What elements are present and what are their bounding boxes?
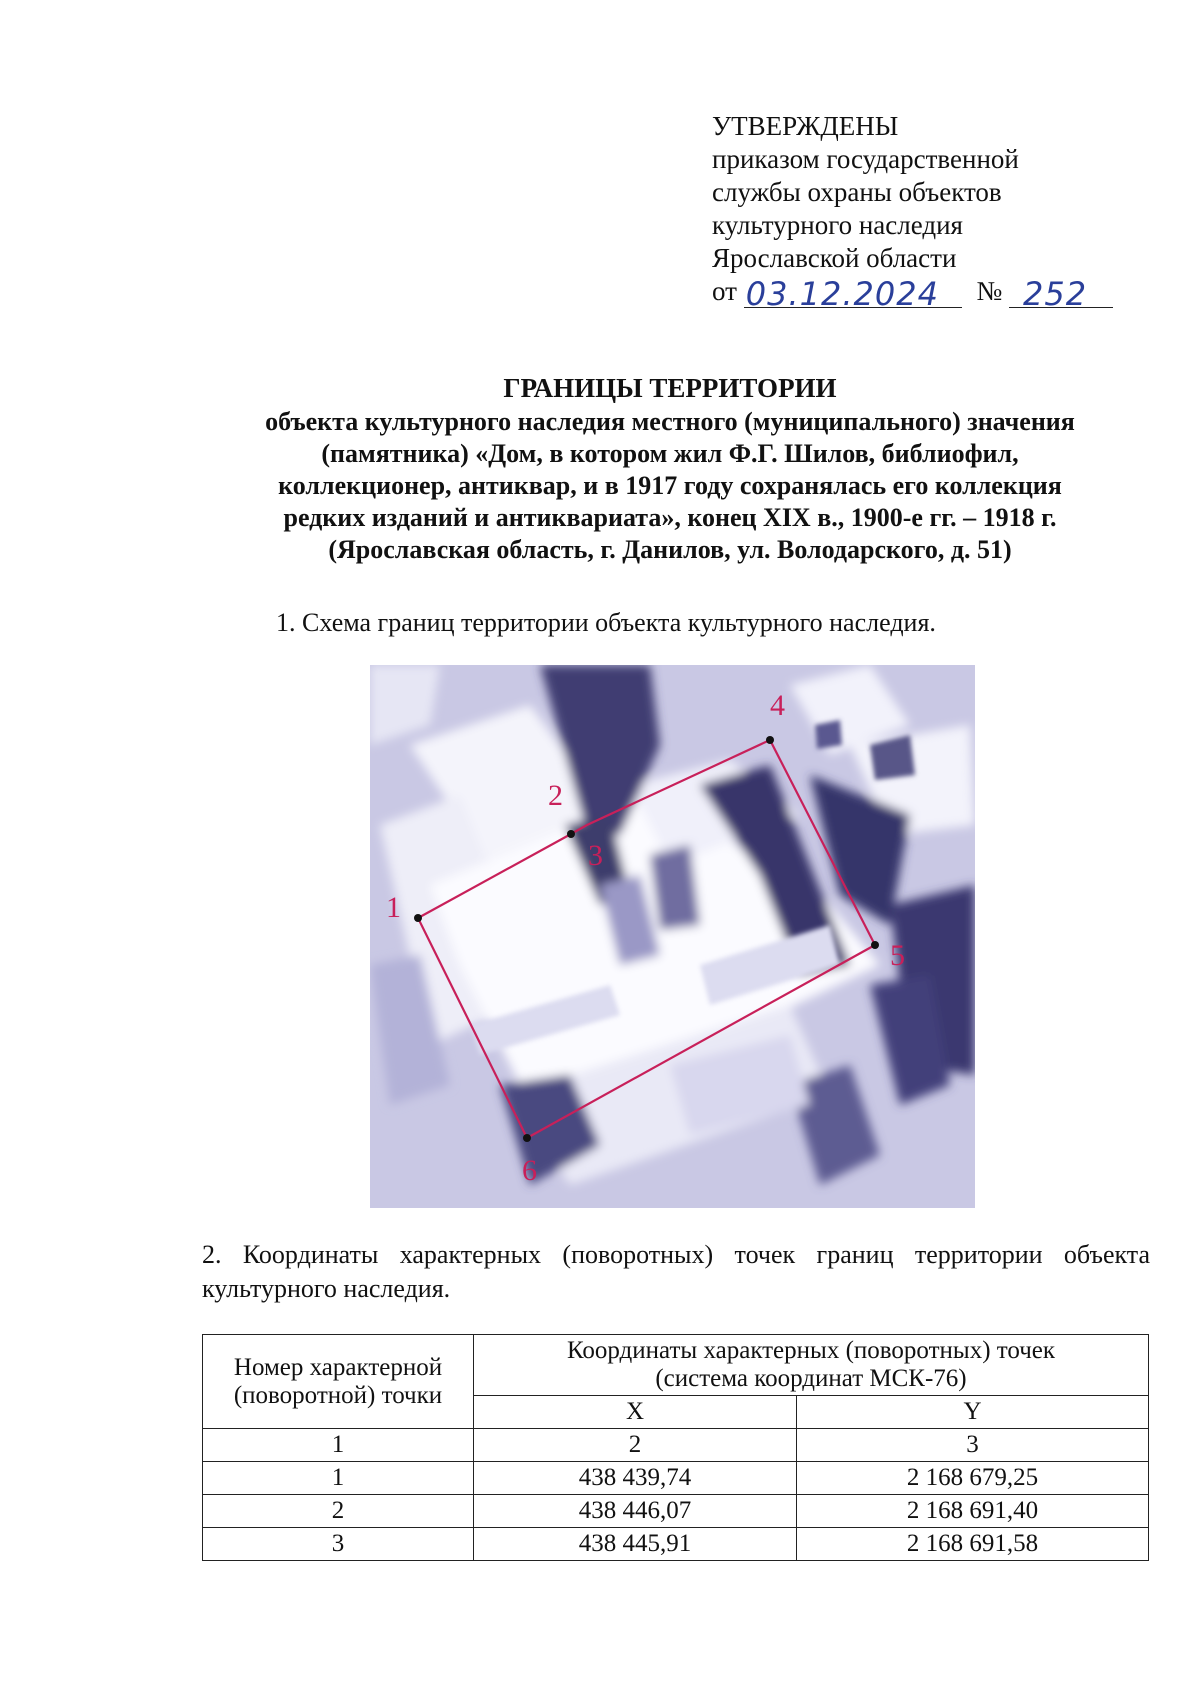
number-field: [1009, 275, 1113, 313]
title-line: редких изданий и антиквариата», конец XIX в., 1900-е гг. – 1918 г.: [283, 503, 1057, 532]
coordinates-table: [202, 1334, 1149, 1561]
point-label-5: 5: [890, 939, 905, 972]
index-cell: 2: [474, 1429, 797, 1462]
point-label-1: 1: [386, 891, 401, 924]
approval-line: культурного наследия: [712, 210, 963, 240]
cell-x: 438 439,74: [474, 1462, 797, 1495]
section-1-heading: 1. Схема границ территории объекта культурного наследия.: [276, 608, 936, 637]
title-line: (Ярославская область, г. Данилов, ул. Володарского, д. 51): [328, 535, 1012, 564]
table-header-row: [203, 1335, 1149, 1396]
satellite-map-image: [370, 665, 975, 1208]
approval-line: приказом государственной: [712, 144, 1019, 174]
cell-y: 2 168 679,25: [797, 1462, 1149, 1495]
cell-point-number: 3: [203, 1528, 474, 1561]
number-prefix: №: [976, 276, 1003, 306]
header-y: Y: [797, 1396, 1149, 1429]
table-index-row: [203, 1429, 1149, 1462]
approval-line: Ярославской области: [712, 243, 957, 273]
cell-point-number: 1: [203, 1462, 474, 1495]
title-line: коллекционер, антиквар, и в 1917 году сохранялась его коллекция: [278, 471, 1062, 500]
handwritten-date: 03.12.2024: [745, 275, 939, 313]
header-x: X: [474, 1396, 797, 1429]
index-cell: 3: [797, 1429, 1149, 1462]
header-point-number: Номер характерной (поворотной) точки: [203, 1335, 474, 1429]
section-2-heading: 2. Координаты характерных (поворотных) точек границ территории объекта культурного наследия.: [202, 1240, 1150, 1303]
cell-point-number: 2: [203, 1495, 474, 1528]
cell-x: 438 445,91: [474, 1528, 797, 1561]
title-line: объекта культурного наследия местного (муниципального) значения: [265, 407, 1075, 436]
cell-y: 2 168 691,40: [797, 1495, 1149, 1528]
table-row: [203, 1462, 1149, 1495]
point-label-2: 2: [548, 779, 563, 812]
table-row: [203, 1528, 1149, 1561]
point-label-4: 4: [770, 689, 785, 722]
date-prefix: от: [712, 276, 737, 306]
title-line: (памятника) «Дом, в котором жил Ф.Г. Шилов, библиофил,: [321, 439, 1019, 468]
cell-x: 438 446,07: [474, 1495, 797, 1528]
boundary-scheme-map: [370, 665, 975, 1208]
approval-line: службы охраны объектов: [712, 177, 1002, 207]
date-field: [744, 275, 962, 313]
title-main: ГРАНИЦЫ ТЕРРИТОРИИ: [503, 373, 837, 403]
header-coordinates-line1: Координаты характерных (поворотных) точек: [566, 1337, 1056, 1364]
cell-y: 2 168 691,58: [797, 1528, 1149, 1561]
header-coordinates: [474, 1335, 1149, 1396]
point-label-6: 6: [522, 1154, 537, 1187]
index-cell: 1: [203, 1429, 474, 1462]
approval-stamp: [712, 110, 1113, 313]
header-coordinates-line2: (система координат МСК-76): [655, 1365, 967, 1392]
handwritten-number: 252: [1022, 275, 1088, 313]
approval-heading: УТВЕРЖДЕНЫ: [712, 111, 899, 141]
point-label-3: 3: [588, 839, 603, 872]
document-title: [190, 372, 1150, 566]
table-row: [203, 1495, 1149, 1528]
approval-date-line: [712, 275, 1113, 313]
